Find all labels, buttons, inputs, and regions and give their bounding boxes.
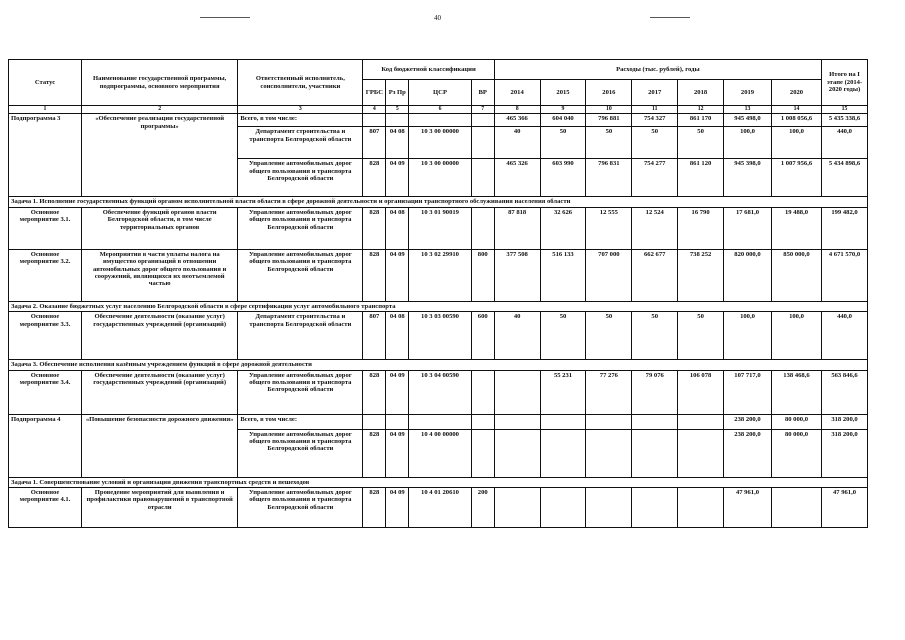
value-cell: 50 xyxy=(540,127,586,159)
value-cell: 945 398,0 xyxy=(724,159,772,197)
header-grbs: ГРБС xyxy=(363,80,386,106)
header-total: Итого на I этапе (2014-2020 годы) xyxy=(822,60,868,106)
value-cell: 603 990 xyxy=(540,159,586,197)
value-cell: 238 200,0 xyxy=(724,414,772,429)
value-cell: 238 200,0 xyxy=(724,429,772,477)
total-cell: 5 435 338,6 xyxy=(822,114,868,127)
task-row xyxy=(9,477,868,487)
total-cell: 563 846,6 xyxy=(822,370,868,414)
value-cell: 754 277 xyxy=(632,159,678,197)
value-cell: 100,0 xyxy=(771,127,821,159)
table-row xyxy=(9,414,868,429)
value-cell: 80 000,0 xyxy=(771,414,821,429)
vr-cell: 600 xyxy=(471,312,494,360)
executor-cell: Управление автомобильных дорог общего пользования и транспорта Белгородской области xyxy=(238,249,363,301)
value-cell xyxy=(494,488,540,528)
header-budget-code: Код бюджетной классификации xyxy=(363,60,494,80)
header-status: Статус xyxy=(9,60,82,106)
csr-cell: 10 4 01 20610 xyxy=(409,488,472,528)
value-cell: 377 508 xyxy=(494,249,540,301)
grbs-cell: 828 xyxy=(363,370,386,414)
header-executor: Ответственный исполнитель, соисполнители, участники xyxy=(238,60,363,106)
value-cell: 796 881 xyxy=(586,114,632,127)
status-cell: Подпрограмма 3 xyxy=(9,114,82,197)
task-row xyxy=(9,301,868,311)
header-expenses: Расходы (тыс. рублей), годы xyxy=(494,60,821,80)
value-cell xyxy=(632,429,678,477)
status-cell: Основное мероприятие 3.4. xyxy=(9,370,82,414)
total-cell: 4 671 570,0 xyxy=(822,249,868,301)
index-cell: 12 xyxy=(678,106,724,114)
value-cell: 1 008 056,6 xyxy=(771,114,821,127)
rzpr-cell: 04 09 xyxy=(386,370,409,414)
task-title: Задача 1. Совершенствование условий и организации движения транспортных средств и пешеходов xyxy=(9,477,868,487)
value-cell xyxy=(632,488,678,528)
value-cell: 16 790 xyxy=(678,207,724,249)
task-row xyxy=(9,197,868,207)
value-cell: 77 276 xyxy=(586,370,632,414)
header-year: 2018 xyxy=(678,80,724,106)
value-cell xyxy=(494,429,540,477)
grbs-cell: 807 xyxy=(363,127,386,159)
value-cell: 80 000,0 xyxy=(771,429,821,477)
total-cell: 318 200,0 xyxy=(822,429,868,477)
index-cell: 14 xyxy=(771,106,821,114)
status-cell: Основное мероприятие 3.3. xyxy=(9,312,82,360)
executor-cell: Управление автомобильных дорог общего пользования и транспорта Белгородской области xyxy=(238,207,363,249)
rzpr-cell: 04 09 xyxy=(386,488,409,528)
value-cell: 106 078 xyxy=(678,370,724,414)
value-cell xyxy=(494,414,540,429)
value-cell: 465 326 xyxy=(494,159,540,197)
budget-table xyxy=(8,59,868,528)
total-cell: 47 961,0 xyxy=(822,488,868,528)
program-name-cell: Проведение мероприятий для выявления и профилактики правонарушений в транспортной отрасли xyxy=(81,488,237,528)
value-cell xyxy=(540,429,586,477)
vr-cell xyxy=(471,429,494,477)
rzpr-cell: 04 08 xyxy=(386,207,409,249)
grbs-cell: 828 xyxy=(363,207,386,249)
index-cell: 15 xyxy=(822,106,868,114)
value-cell: 40 xyxy=(494,127,540,159)
header-year: 2014 xyxy=(494,80,540,106)
index-cell: 3 xyxy=(238,106,363,114)
value-cell xyxy=(586,488,632,528)
value-cell: 820 000,0 xyxy=(724,249,772,301)
index-cell: 6 xyxy=(409,106,472,114)
value-cell: 87 818 xyxy=(494,207,540,249)
value-cell: 79 076 xyxy=(632,370,678,414)
header-year: 2015 xyxy=(540,80,586,106)
header-program-name: Наименование государственной программы, подпрограммы, основного мероприятия xyxy=(81,60,237,106)
grbs-cell: 828 xyxy=(363,249,386,301)
value-cell: 55 231 xyxy=(540,370,586,414)
index-cell: 10 xyxy=(586,106,632,114)
value-cell: 1 007 956,6 xyxy=(771,159,821,197)
vr-cell xyxy=(471,370,494,414)
value-cell: 707 000 xyxy=(586,249,632,301)
csr-cell: 10 3 04 00590 xyxy=(409,370,472,414)
total-cell: 440,0 xyxy=(822,312,868,360)
value-cell: 738 252 xyxy=(678,249,724,301)
total-cell: 199 482,0 xyxy=(822,207,868,249)
value-cell xyxy=(632,414,678,429)
value-cell: 50 xyxy=(540,312,586,360)
executor-cell: Департамент строительства и транспорта Белгородской области xyxy=(238,127,363,159)
value-cell: 40 xyxy=(494,312,540,360)
task-title: Задача 2. Оказание бюджетных услуг населению Белгородской области в сфере сертификации услуг автомобильного транспорта xyxy=(9,301,868,311)
executor-cell: Управление автомобильных дорог общего пользования и транспорта Белгородской области xyxy=(238,159,363,197)
value-cell xyxy=(586,414,632,429)
csr-cell: 10 3 00 00000 xyxy=(409,127,472,159)
value-cell xyxy=(678,414,724,429)
index-cell: 8 xyxy=(494,106,540,114)
index-cell: 5 xyxy=(386,106,409,114)
task-title: Задача 3. Обеспечение исполнения казённым учреждением функций в сфере дорожной деятельности xyxy=(9,360,868,370)
executor-cell: Управление автомобильных дорог общего пользования и транспорта Белгородской области xyxy=(238,488,363,528)
value-cell xyxy=(540,488,586,528)
value-cell: 516 133 xyxy=(540,249,586,301)
csr-cell: 10 3 03 00590 xyxy=(409,312,472,360)
status-cell: Основное мероприятие 3.1. xyxy=(9,207,82,249)
table-row xyxy=(9,249,868,301)
table-row xyxy=(9,370,868,414)
value-cell: 662 677 xyxy=(632,249,678,301)
value-cell: 100,0 xyxy=(724,312,772,360)
index-cell: 9 xyxy=(540,106,586,114)
index-row xyxy=(9,106,868,114)
value-cell: 796 831 xyxy=(586,159,632,197)
csr-cell: 10 3 00 00000 xyxy=(409,159,472,197)
rzpr-cell: 04 09 xyxy=(386,159,409,197)
executor-cell: Всего, в том числе: xyxy=(238,114,363,127)
index-cell: 7 xyxy=(471,106,494,114)
page-number: 40 xyxy=(434,14,441,22)
grbs-cell: 828 xyxy=(363,488,386,528)
header-rzpr: Рз Пр xyxy=(386,80,409,106)
grbs-cell: 807 xyxy=(363,312,386,360)
value-cell: 100,0 xyxy=(771,312,821,360)
rzpr-cell: 04 09 xyxy=(386,429,409,477)
value-cell: 12 524 xyxy=(632,207,678,249)
scan-mark xyxy=(650,17,690,18)
task-row xyxy=(9,360,868,370)
value-cell xyxy=(494,370,540,414)
value-cell: 604 040 xyxy=(540,114,586,127)
table-row xyxy=(9,207,868,249)
index-cell: 11 xyxy=(632,106,678,114)
value-cell: 754 327 xyxy=(632,114,678,127)
value-cell: 861 170 xyxy=(678,114,724,127)
value-cell: 47 961,0 xyxy=(724,488,772,528)
scan-mark xyxy=(200,17,250,18)
table-row xyxy=(9,312,868,360)
executor-cell: Всего, в том числе: xyxy=(238,414,363,429)
index-cell: 1 xyxy=(9,106,82,114)
program-name-cell: «Повышение безопасности дорожного движения» xyxy=(81,414,237,477)
grbs-cell: 828 xyxy=(363,429,386,477)
program-name-cell: Обеспечение функций органов власти Белгородской области, в том числе территориальных органов xyxy=(81,207,237,249)
header-year: 2017 xyxy=(632,80,678,106)
csr-cell: 10 3 01 90019 xyxy=(409,207,472,249)
status-cell: Подпрограмма 4 xyxy=(9,414,82,477)
table-row xyxy=(9,488,868,528)
value-cell: 32 626 xyxy=(540,207,586,249)
value-cell: 50 xyxy=(586,127,632,159)
csr-cell: 10 4 00 00000 xyxy=(409,429,472,477)
status-cell: Основное мероприятие 3.2. xyxy=(9,249,82,301)
value-cell: 17 681,0 xyxy=(724,207,772,249)
executor-cell: Департамент строительства и транспорта Белгородской области xyxy=(238,312,363,360)
index-cell: 4 xyxy=(363,106,386,114)
value-cell: 861 120 xyxy=(678,159,724,197)
grbs-cell: 828 xyxy=(363,159,386,197)
status-cell: Основное мероприятие 4.1. xyxy=(9,488,82,528)
vr-cell: 200 xyxy=(471,488,494,528)
value-cell: 107 717,0 xyxy=(724,370,772,414)
value-cell: 100,0 xyxy=(724,127,772,159)
rzpr-cell: 04 09 xyxy=(386,249,409,301)
value-cell: 138 468,6 xyxy=(771,370,821,414)
header-vr: ВР xyxy=(471,80,494,106)
value-cell: 50 xyxy=(586,312,632,360)
index-cell: 2 xyxy=(81,106,237,114)
value-cell xyxy=(540,414,586,429)
rzpr-cell: 04 08 xyxy=(386,312,409,360)
total-cell: 5 434 898,6 xyxy=(822,159,868,197)
vr-cell: 800 xyxy=(471,249,494,301)
value-cell: 12 555 xyxy=(586,207,632,249)
csr-cell: 10 3 02 29910 xyxy=(409,249,472,301)
total-cell: 318 200,0 xyxy=(822,414,868,429)
value-cell: 50 xyxy=(632,127,678,159)
vr-cell xyxy=(471,127,494,159)
rzpr-cell: 04 08 xyxy=(386,127,409,159)
value-cell: 465 366 xyxy=(494,114,540,127)
value-cell xyxy=(771,488,821,528)
program-name-cell: Обеспечение деятельности (оказание услуг) государственных учреждений (организаций) xyxy=(81,312,237,360)
value-cell: 50 xyxy=(678,127,724,159)
executor-cell: Управление автомобильных дорог общего пользования и транспорта Белгородской области xyxy=(238,370,363,414)
program-name-cell: Мероприятия в части уплаты налога на имущество организаций в отношении автомобильных дорог общего пользования и сооружений, являющихся их неотъемлемой частью xyxy=(81,249,237,301)
header-year: 2016 xyxy=(586,80,632,106)
value-cell xyxy=(678,429,724,477)
value-cell: 50 xyxy=(678,312,724,360)
program-name-cell: Обеспечение деятельности (оказание услуг) государственных учреждений (организаций) xyxy=(81,370,237,414)
header-csr: ЦСР xyxy=(409,80,472,106)
value-cell: 850 000,0 xyxy=(771,249,821,301)
header-year: 2020 xyxy=(771,80,821,106)
value-cell xyxy=(678,488,724,528)
value-cell: 50 xyxy=(632,312,678,360)
value-cell: 945 498,0 xyxy=(724,114,772,127)
program-name-cell: «Обеспечение реализации государственной программы» xyxy=(81,114,237,197)
value-cell xyxy=(586,429,632,477)
executor-cell: Управление автомобильных дорог общего пользования и транспорта Белгородской области xyxy=(238,429,363,477)
index-cell: 13 xyxy=(724,106,772,114)
total-cell: 440,0 xyxy=(822,127,868,159)
vr-cell xyxy=(471,159,494,197)
value-cell: 19 488,0 xyxy=(771,207,821,249)
table-row xyxy=(9,114,868,127)
task-title: Задача 1. Исполнение государственных функций органом исполнительной власти области в сфере дорожной деятельности и организации транспортного обслуживания населения области xyxy=(9,197,868,207)
header-year: 2019 xyxy=(724,80,772,106)
vr-cell xyxy=(471,207,494,249)
